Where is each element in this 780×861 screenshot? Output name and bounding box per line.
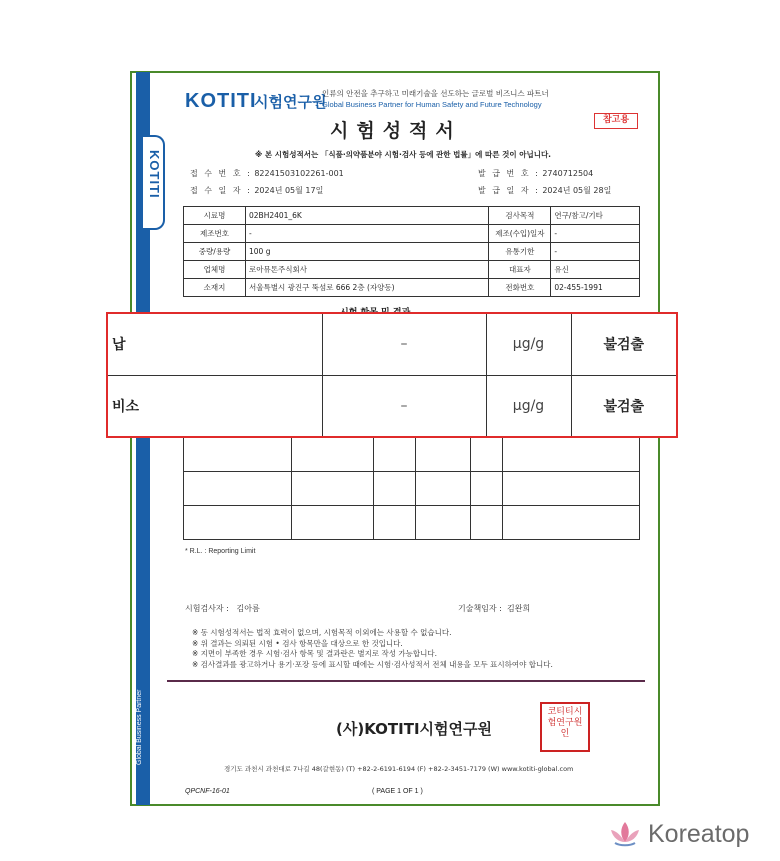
table-row [184, 472, 640, 506]
note-item: ※ 동 시험성적서는 법적 효력이 없으며, 시험목적 이외에는 사용할 수 없습니다. [192, 628, 452, 637]
side-slogan: Global Business Partner [136, 689, 143, 765]
tester-signature: 시험검사자 : 김아름 [185, 604, 260, 613]
form-code: QPCNF-16-01 [185, 788, 230, 795]
info-row: 중량/용량 100 g 유통기한 - [184, 243, 640, 261]
lotus-icon [607, 818, 643, 852]
side-logo: KOTITI [147, 150, 162, 199]
reporting-limit-note: * R.L. : Reporting Limit [185, 548, 256, 555]
manager-signature: 기술책임자 : 김완희 [458, 604, 531, 613]
notes-list [192, 628, 553, 670]
tagline-korean: 인류의 안전을 추구하고 미래기술을 선도하는 글로벌 비즈니스 파트너 [322, 89, 549, 98]
document-title: 시험성적서 [330, 120, 462, 142]
tagline-english: Global Business Partner for Human Safety and Future Technology [322, 100, 542, 109]
legal-notice: ※ 본 시험성적서는 「식품·의약품분야 시험·검사 등에 관한 법률」에 따른 것이 아닙니다. [255, 150, 552, 159]
receipt-number: 접 수 번 호 : 82241503102261-001 [190, 169, 344, 178]
organization-name: (사)KOTITI시험연구원 [336, 720, 492, 738]
info-row: 시료명 02BH2401_6K 검사목적 연구/참고/기타 [184, 207, 640, 225]
kotiti-logo: KOTITI [185, 90, 257, 112]
address-line: 경기도 과천시 과천대로 7나길 48(갈현동) (T) +82-2-6191-6194 (F) +82-2-3451-7179 (W) www.kotiti-global.com [224, 765, 574, 773]
sample-info-table [183, 206, 640, 297]
note-item: ※ 검사결과를 광고하거나 용기·포장 등에 표시할 때에는 시험·검사성적서 전체 내용을 모두 표시하여야 합니다. [192, 659, 553, 669]
result-row [107, 375, 677, 437]
results-table [183, 437, 640, 540]
reference-stamp: 참고용 [594, 113, 638, 129]
test-item: 비소 [107, 375, 322, 437]
test-value: – [322, 313, 486, 375]
test-unit: μg/g [486, 313, 571, 375]
brand-name: Koreatop [648, 820, 750, 848]
test-item: 납 [107, 313, 322, 375]
logo-korean: 시험연구원 [254, 93, 327, 111]
test-value: – [322, 375, 486, 437]
info-row: 소재지 서울특별시 광진구 뚝섬로 666 2층 (자양동) 전화번호 02-455-1991 [184, 279, 640, 297]
note-item: ※ 위 결과는 의뢰된 시험 • 검사 항목만을 대상으로 한 것입니다. [192, 638, 403, 648]
table-row [184, 438, 640, 472]
note-item: ※ 지면이 부족한 경우 시험·검사 항목 및 결과란은 별지로 작성 가능합니다. [192, 649, 437, 658]
test-result: 불검출 [571, 313, 677, 375]
divider [167, 680, 645, 682]
test-result: 불검출 [571, 375, 677, 437]
test-unit: μg/g [486, 375, 571, 437]
issue-number: 발 급 번 호 : 2740712504 [478, 169, 594, 178]
official-seal: 코티티시험연구원인 [540, 702, 590, 752]
issue-date: 발 급 일 자 : 2024년 05월 28일 [478, 186, 612, 195]
table-row [184, 506, 640, 540]
highlighted-results [106, 312, 678, 438]
info-row: 제조번호 - 제조(수입)일자 - [184, 225, 640, 243]
info-row: 업체명 로아뮤톤주식회사 대표자 유신 [184, 261, 640, 279]
page-number: ( PAGE 1 OF 1 ) [372, 788, 423, 795]
result-row [107, 313, 677, 375]
receipt-date: 접 수 일 자 : 2024년 05월 17일 [190, 186, 324, 195]
